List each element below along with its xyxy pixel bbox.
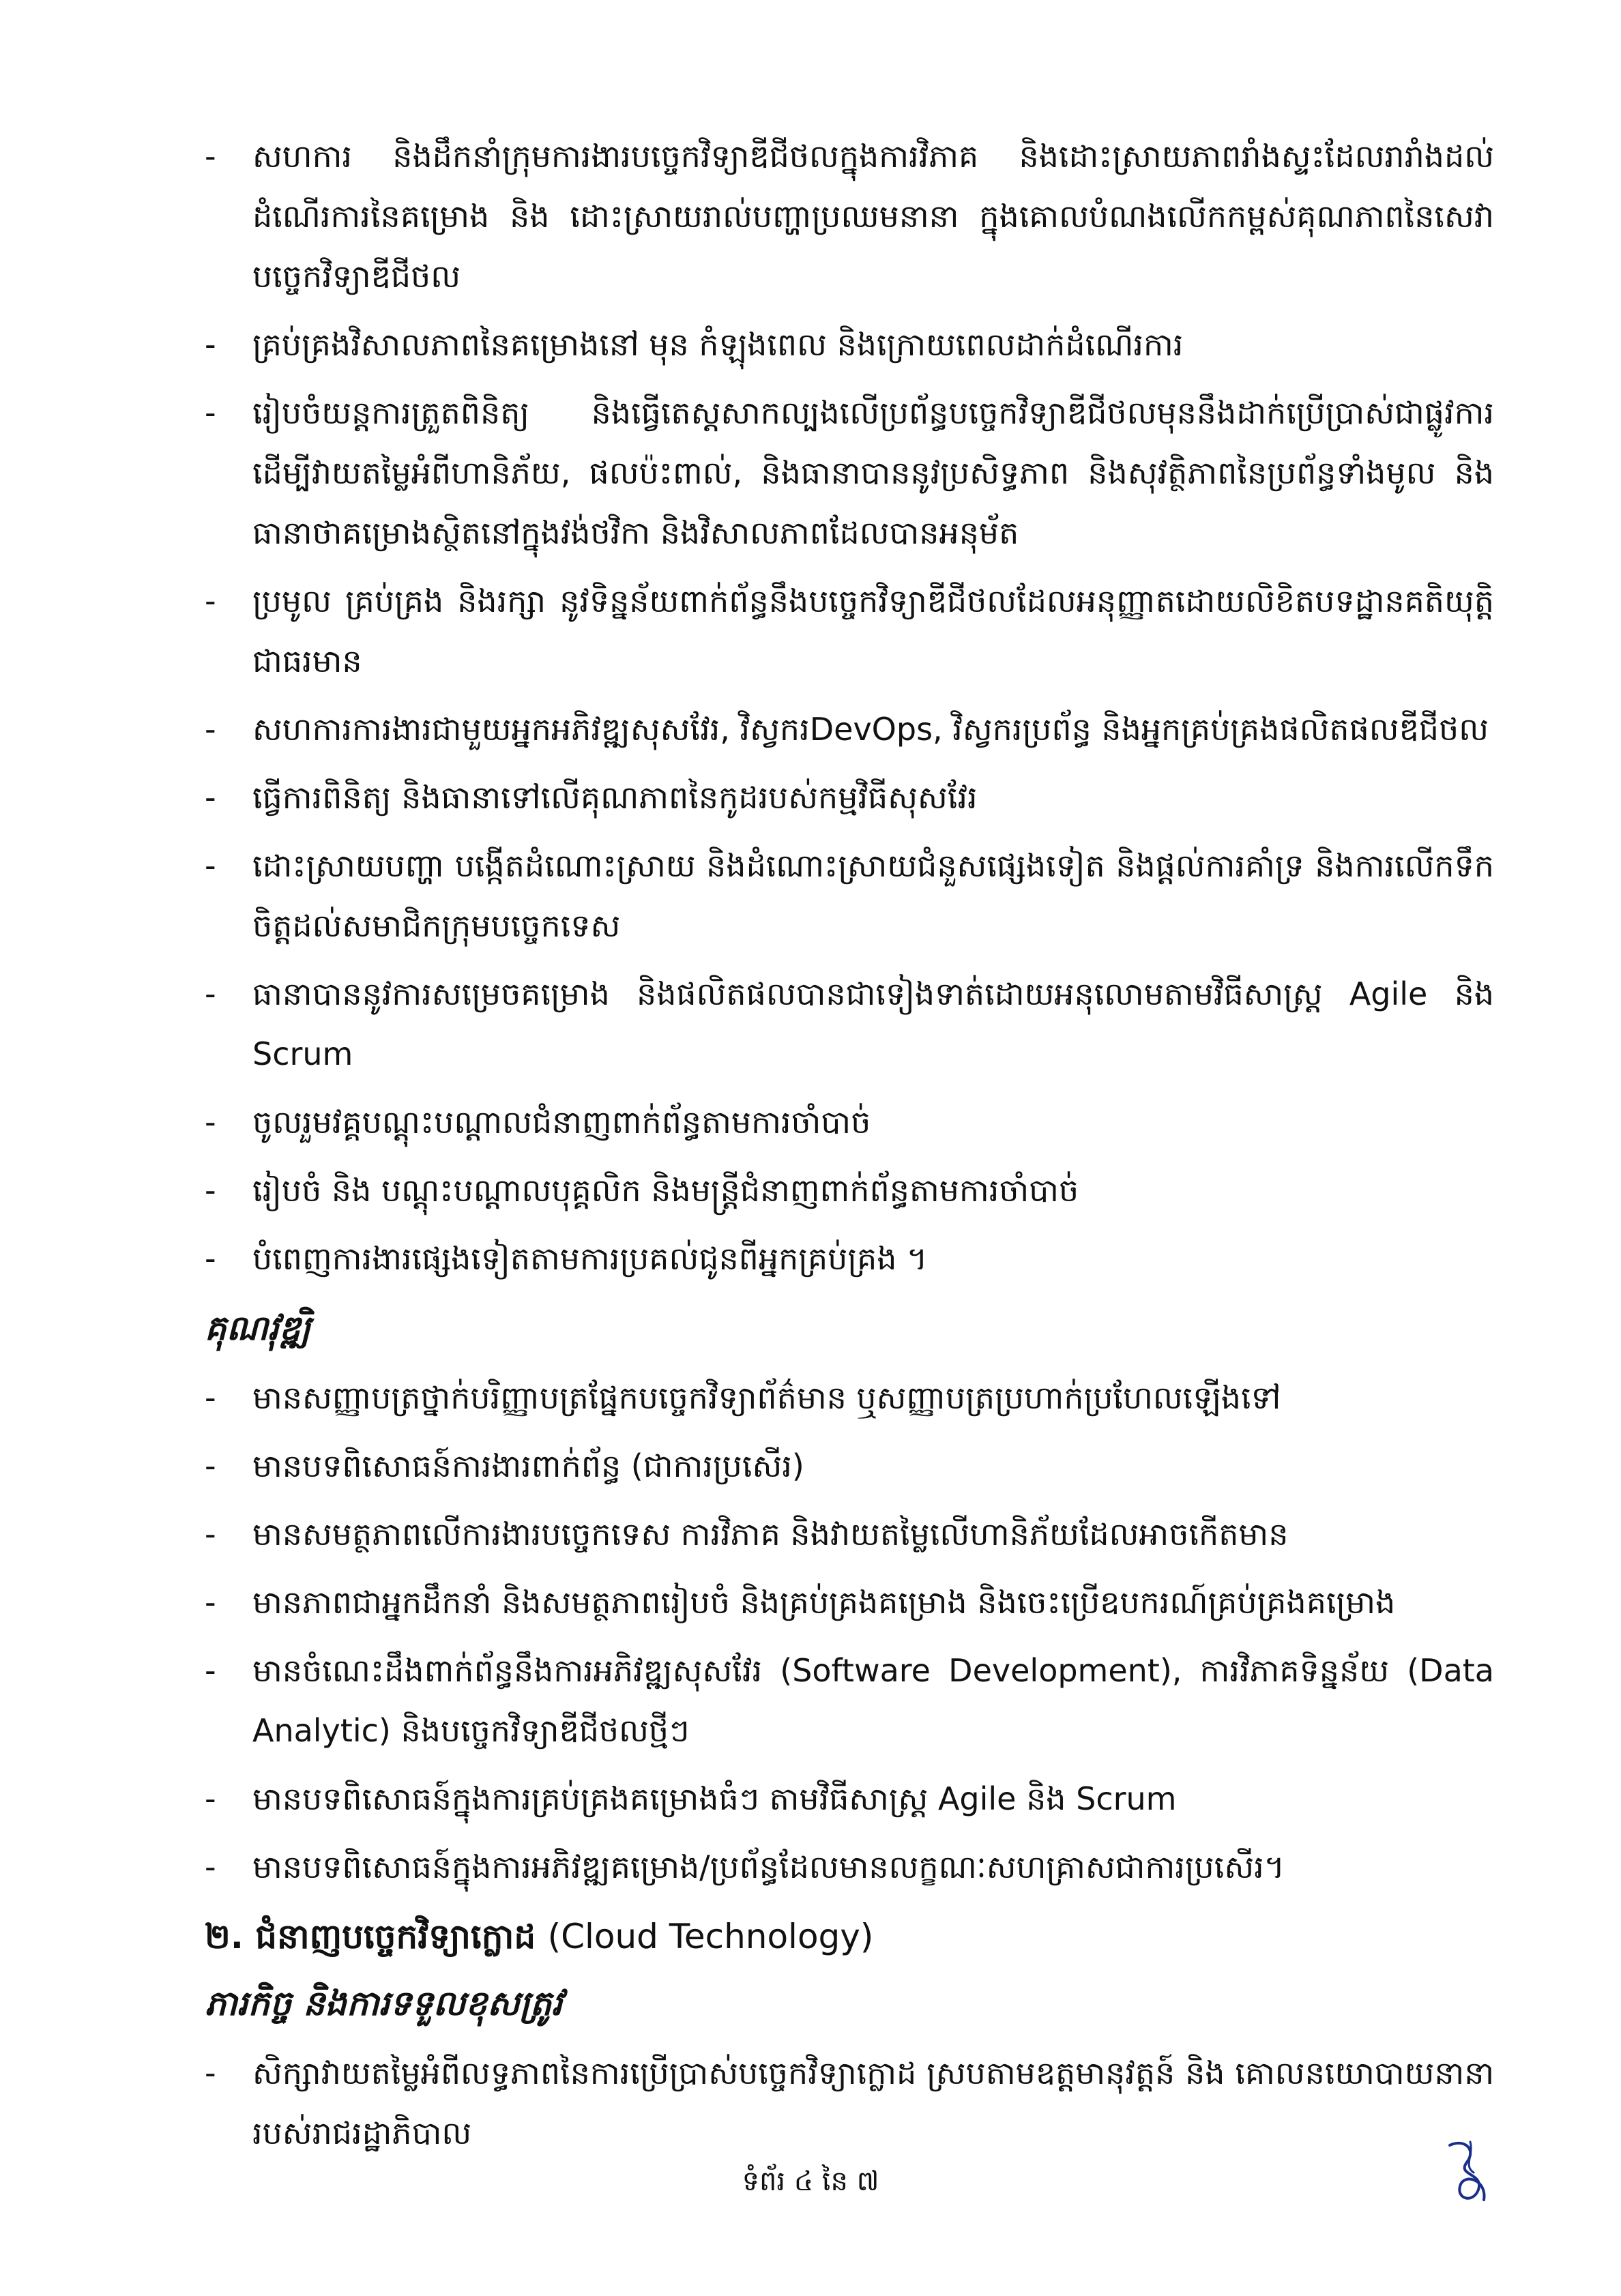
bullet-dash: - — [205, 583, 216, 619]
list-item — [205, 314, 1494, 374]
list-item — [205, 1769, 1494, 1829]
list-item-text: មានសមត្ថភាពលើការងារបច្ចេកទេស ការវិភាគ និងវាយតម្លៃលើហានិភ័យដែលអាចកើតមាន — [252, 1516, 1289, 1552]
list-item — [205, 1504, 1494, 1564]
section-title-latin: (Cloud Technology) — [547, 1917, 874, 1956]
section2-duties-list — [205, 2043, 1494, 2163]
list-item-text: បំពេញការងារផ្សេងទៀតតាមការប្រគល់ជូនពីអ្នកគ្រប់គ្រង ។ — [252, 1240, 928, 1277]
qualifications-list — [205, 1368, 1494, 1897]
list-item-text: ប្រមូល គ្រប់គ្រង និងរក្សា នូវទិន្នន័យពាក់ព័ន្ធនឹងបច្ចេកវិទ្យាឌីជីថលដែលអនុញ្ញាតដោយលិខិតបទដ្ឋានគតិយុត្តិជាធរមាន — [252, 583, 1494, 679]
bullet-dash: - — [205, 779, 216, 816]
list-item — [205, 767, 1494, 827]
list-item-text: ចូលរួមវគ្គបណ្តុះបណ្តាលជំនាញពាក់ព័ន្ធតាមការចាំបាច់ — [252, 1104, 871, 1140]
bullet-dash: - — [205, 1240, 216, 1277]
list-item-text: ធានាបាននូវការសម្រេចគម្រោង និងផលិតផលបានជាទៀងទាត់ដោយអនុលោមតាមវិធីសាស្ត្រ Agile និង Scrum — [252, 975, 1494, 1072]
bullet-dash: - — [205, 138, 216, 175]
document-body — [205, 126, 1494, 2171]
list-item-text: មានបទពិសោធន៍ក្នុងការអភិវឌ្ឍគម្រោង/ប្រព័ន្ធដែលមានលក្ខណៈសហគ្រាសជាការប្រសើរ។ — [252, 1849, 1285, 1885]
list-item-text: ដោះស្រាយបញ្ហា បង្កើតដំណោះស្រាយ និងដំណោះស្រាយជំនួសផ្សេងទៀត និងផ្តល់ការគាំទ្រ និងការលើកទឹកចិត្តដល់សមាជិកក្រុមបច្ចេកទេស — [252, 847, 1494, 944]
list-item-text: សិក្សាវាយតម្លៃអំពីលទ្ធភាពនៃការប្រើប្រាស់បច្ចេកវិទ្យាក្លោដ ស្របតាមឧត្តមានុវត្តន៍ និង គោលនយោបាយនានារបស់រាជរដ្ឋាភិបាល — [252, 2055, 1494, 2151]
bullet-dash: - — [205, 1447, 216, 1484]
bullet-dash: - — [205, 326, 216, 363]
bullet-dash: - — [205, 711, 216, 748]
list-item — [205, 1160, 1494, 1220]
list-item-text: មានបទពិសោធន៍ក្នុងការគ្រប់គ្រងគម្រោងធំៗ តាមវិធីសាស្ត្រ Agile និង Scrum — [252, 1780, 1177, 1817]
list-item — [205, 836, 1494, 956]
bullet-dash: - — [205, 1849, 216, 1885]
list-item — [205, 383, 1494, 563]
bullet-dash: - — [205, 1104, 216, 1140]
list-item — [205, 126, 1494, 306]
handwritten-signature-icon — [1436, 2132, 1498, 2213]
list-item-text: សហការការងារជាមួយអ្នកអភិវឌ្ឍសុសវែរ, វិស្វករDevOps, វិស្វករប្រព័ន្ធ និងអ្នកគ្រប់គ្រងផលិតផលឌីជីថល — [252, 711, 1489, 748]
list-item — [205, 1436, 1494, 1496]
list-item-text: រៀបចំយន្តការត្រួតពិនិត្យ និងធ្វើតេស្តសាកល្បងលើប្រព័ន្ធបច្ចេកវិទ្យាឌីជីថលមុននឹងដាក់ប្រើប្រាស់ជាផ្លូវការដើម្បីវាយតម្លៃអំពីហានិភ័យ, ផលប៉ះពាល់, និងធានាបាននូវប្រសិទ្ធភាព និងសុវត្ថិភាពនៃប្រព័ន្ធទាំងមូល និងធានាថាគម្រោងស្ថិតនៅក្នុងវង់ថវិកា និងវិសាលភាពដែលបានអនុម័ត — [252, 394, 1494, 551]
bullet-dash: - — [205, 1172, 216, 1209]
bullet-dash: - — [205, 1780, 216, 1817]
list-item — [205, 699, 1494, 759]
list-item-text: មានភាពជាអ្នកដឹកនាំ និងសមត្ថភាពរៀបចំ និងគ្រប់គ្រងគម្រោង និងចេះប្រើឧបករណ៍គ្រប់គ្រងគម្រោង — [252, 1584, 1396, 1621]
list-item-text: មានសញ្ញាបត្រថ្នាក់បរិញ្ញាបត្រផ្នែកបច្ចេកវិទ្យាព័ត៌មាន ឬសញ្ញាបត្រប្រហាក់ប្រហែលឡើងទៅ — [252, 1379, 1281, 1416]
bullet-dash: - — [205, 1652, 216, 1689]
section-title: ២. ជំនាញបច្ចេកវិទ្យាក្លោដ — [205, 1917, 536, 1956]
bullet-dash: - — [205, 847, 216, 884]
list-item — [205, 1572, 1494, 1632]
list-item — [205, 964, 1494, 1084]
page-number: ទំព័រ ៤ នៃ ៧ — [742, 2166, 879, 2197]
list-item — [205, 2043, 1494, 2163]
section-heading — [205, 1905, 1494, 1968]
bullet-dash: - — [205, 1584, 216, 1621]
list-item-text: គ្រប់គ្រងវិសាលភាពនៃគម្រោងនៅ មុន កំឡុងពេល និងក្រោយពេលដាក់ដំណើរការ — [252, 326, 1184, 363]
list-item — [205, 1640, 1494, 1761]
list-item-text: រៀបចំ និង បណ្តុះបណ្តាលបុគ្គលិក និងមន្ត្រីជំនាញពាក់ព័ន្ធតាមការចាំបាច់ — [252, 1172, 1079, 1209]
list-item-text: ធ្វើការពិនិត្យ និងធានាទៅលើគុណភាពនៃកូដរបស់កម្មវិធីសុសវែរ — [252, 779, 978, 816]
bullet-dash: - — [205, 1379, 216, 1416]
qualifications-heading: គុណវុឌ្ឍិ — [205, 1308, 311, 1348]
bullet-dash: - — [205, 2055, 216, 2091]
duties-heading: ភារកិច្ច និងការទទួលខុសត្រូវ — [205, 1984, 563, 2023]
bullet-dash: - — [205, 975, 216, 1012]
duties-list — [205, 126, 1494, 1289]
list-item — [205, 1837, 1494, 1897]
list-item — [205, 571, 1494, 691]
list-item — [205, 1368, 1494, 1428]
list-item — [205, 1092, 1494, 1152]
list-item-text: មានចំណេះដឹងពាក់ព័ន្ធនឹងការអភិវឌ្ឍសុសវែរ (Software Development), ការវិភាគទិន្នន័យ (Data Analytic) និងបច្ចេកវិទ្យាឌីជីថលថ្មីៗ — [252, 1652, 1494, 1749]
list-item — [205, 1228, 1494, 1289]
bullet-dash: - — [205, 394, 216, 431]
bullet-dash: - — [205, 1516, 216, 1552]
list-item-text: មានបទពិសោធន៍ការងារពាក់ព័ន្ធ (ជាការប្រសើរ) — [252, 1447, 804, 1484]
list-item-text: សហការ និងដឹកនាំក្រុមការងារបច្ចេកវិទ្យាឌីជីថលក្នុងការវិភាគ និងដោះស្រាយភាពរាំងស្ទះដែលរារាំងដល់ដំណើរការនៃគម្រោង និង ដោះស្រាយរាល់បញ្ហាប្រឈមនានា ក្នុងគោលបំណងលើកកម្ពស់គុណភាពនៃសេវាបច្ចេកវិទ្យាឌីជីថល — [252, 138, 1494, 295]
